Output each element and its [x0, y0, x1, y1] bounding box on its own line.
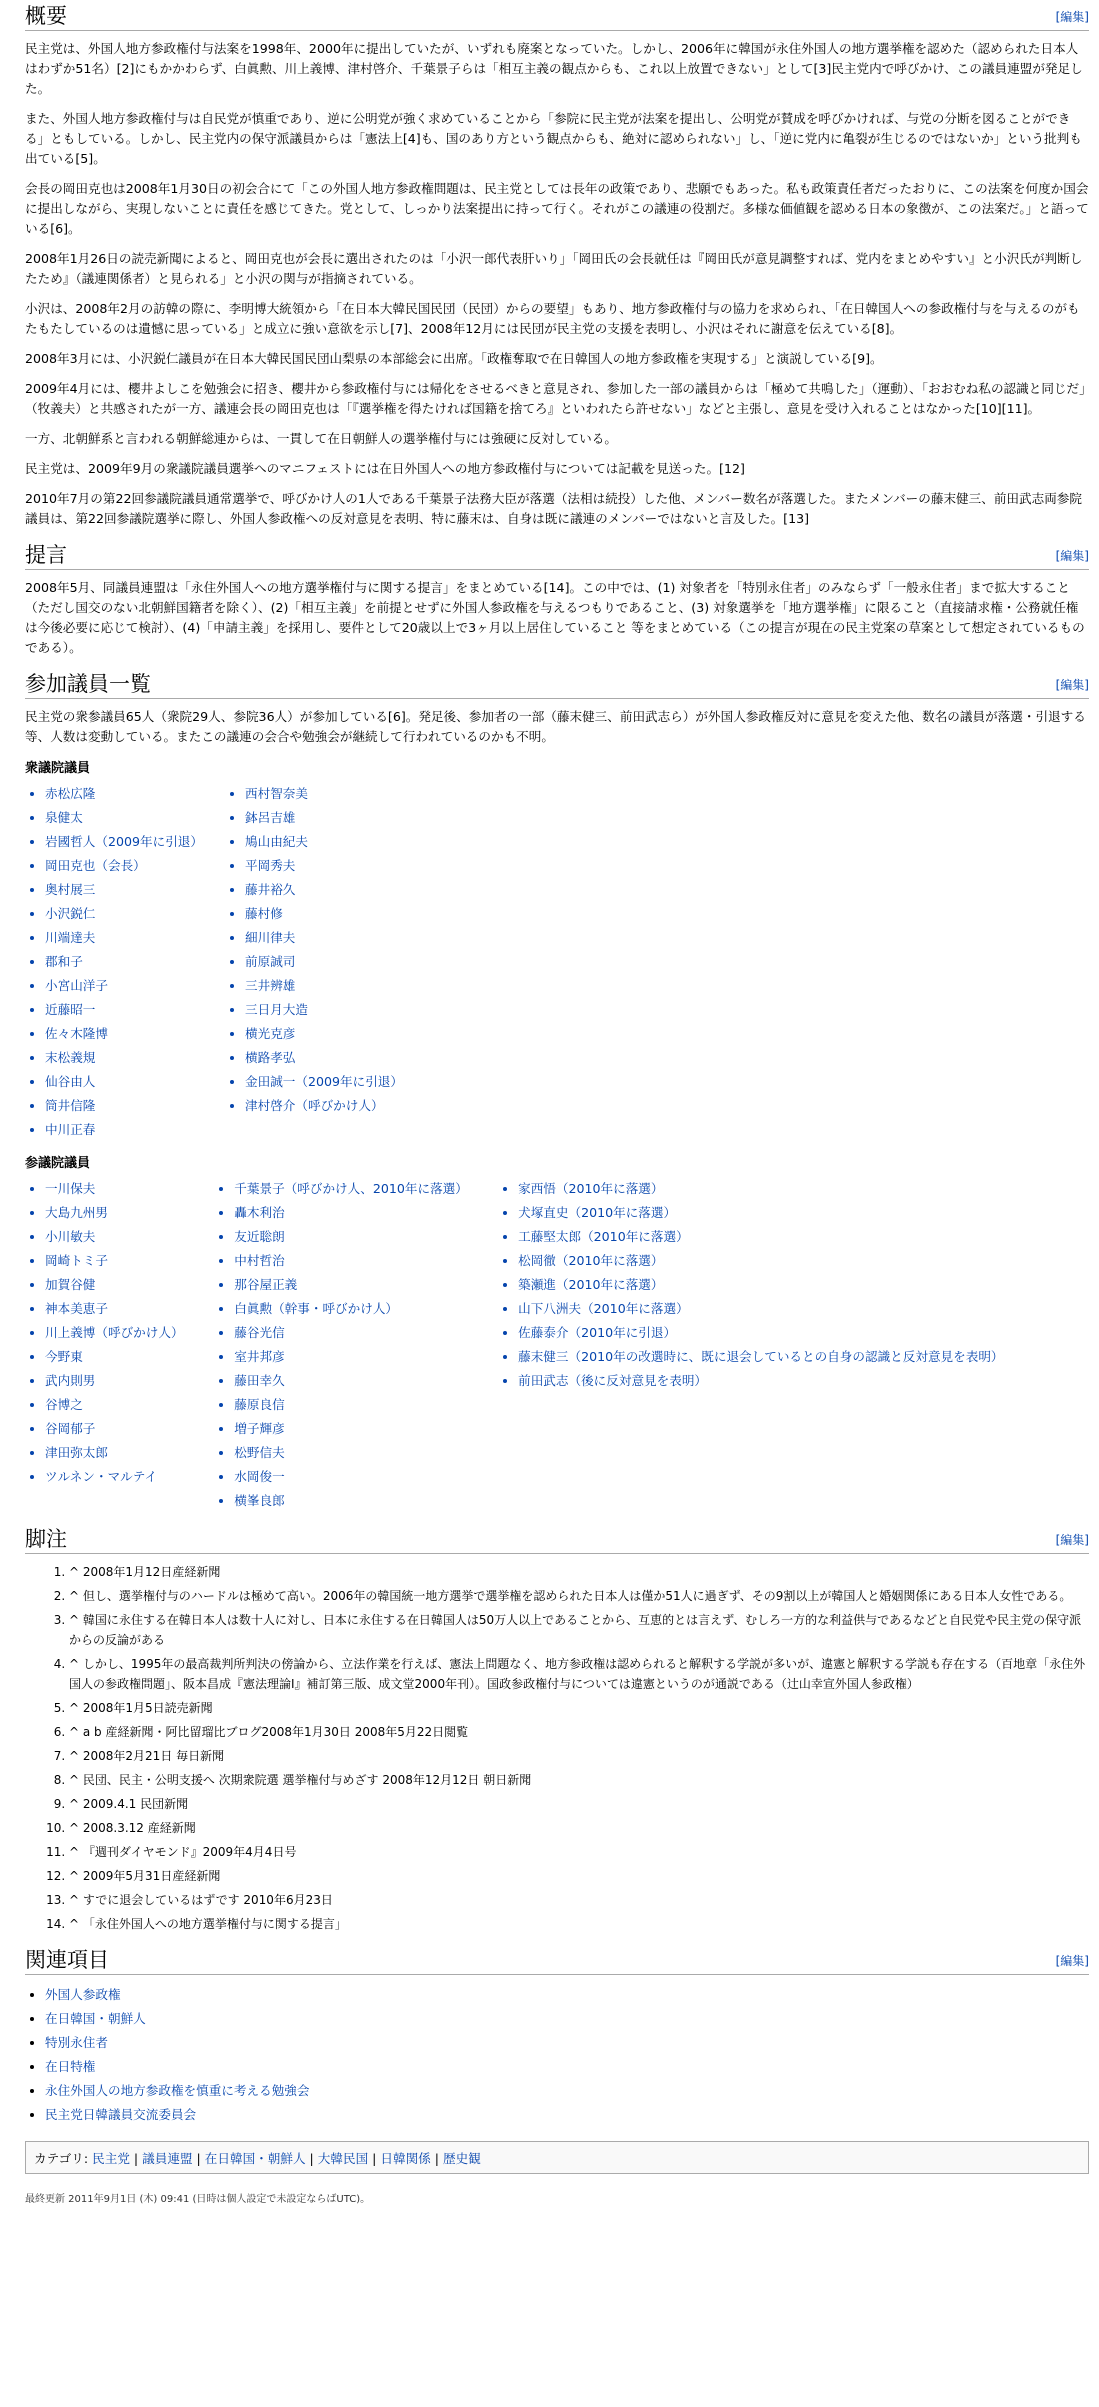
list-item-text[interactable]: 千葉景子（呼びかけ人、2010年に落選）: [234, 1181, 468, 1196]
footnote-item: [69, 1562, 1089, 1582]
list-item-text[interactable]: 武内則男: [45, 1373, 96, 1388]
list-item-text[interactable]: 小川敏夫: [45, 1229, 96, 1244]
list-item: [245, 1046, 545, 1070]
list-item: [234, 1345, 498, 1369]
list-item-text[interactable]: 那谷屋正義: [234, 1277, 298, 1292]
list-item: [245, 950, 545, 974]
list-item-text[interactable]: 永住外国人の地方参政権を慎重に考える勉強会: [45, 2083, 310, 2098]
list-item-text: ^ すでに退会しているはずです 2010年6月23日: [69, 1893, 333, 1907]
list-item-text: ^ 民団、民主・公明支援へ 次期衆院選 選挙権付与めざす 2008年12月12日 朝日新聞: [69, 1773, 532, 1787]
list-item: [45, 974, 225, 998]
list-item-text[interactable]: 細川律夫: [245, 930, 296, 945]
footnote-item: [69, 1866, 1089, 1886]
list-item-text[interactable]: 西村智奈美: [245, 786, 308, 801]
list-item-text[interactable]: 民主党日韓議員交流委員会: [45, 2107, 197, 2122]
paragraph: 民主党は、2009年9月の衆議院議員選挙へのマニフェストには在日外国人への地方参政権付与については記載を見送った。[12]: [25, 461, 745, 476]
footnote-item: [69, 1698, 1089, 1718]
list-item-text: ^ a b 産経新聞・阿比留瑠比ブログ2008年1月30日 2008年5月22日閲覧: [69, 1725, 469, 1739]
list-item-text[interactable]: 外国人参政権: [45, 1987, 121, 2002]
list-item: [45, 1046, 225, 1070]
edit-link[interactable]: [編集]: [1055, 10, 1089, 24]
list-item: [518, 1297, 1089, 1321]
list-item: [245, 830, 545, 854]
edit-link[interactable]: [編集]: [1055, 1954, 1089, 1968]
member-column: [498, 1177, 1089, 1513]
list-item: [45, 1094, 225, 1118]
footnote-item: [69, 1842, 1089, 1862]
list-item: [45, 806, 225, 830]
list-item: [245, 1094, 545, 1118]
section-title: 関連項目: [25, 1948, 109, 1972]
category-link[interactable]: 在日韓国・朝鮮人: [204, 2151, 306, 2166]
list-item: [245, 806, 545, 830]
list-item-text: ^ 2008年2月21日 毎日新聞: [69, 1749, 225, 1763]
list-item: [45, 2103, 1089, 2127]
list-item-text[interactable]: 佐藤泰介（2010年に引退）: [518, 1325, 677, 1340]
list-item: [45, 1441, 214, 1465]
footnote-item: [69, 1770, 1089, 1790]
paragraph: 2009年4月には、櫻井よしこを勉強会に招き、櫻井から参政権付与には帰化をさせるべきと意見され、参加した一部の議員からは「極めて共鳴した」（運動）、「おおむね私の認識と同じだ」（牧義夫）と共感されたが一方、議連会長の岡田克也は「『選挙権を得たければ国籍を捨てろ』といわれたら許せない」などと主張し、意見を受け入れることはなかった[10][11]。: [25, 381, 1086, 416]
list-item: [45, 1465, 214, 1489]
list-item-text[interactable]: 家西悟（2010年に落選）: [518, 1181, 664, 1196]
list-item: [45, 950, 225, 974]
list-item-text[interactable]: 近藤昭一: [45, 1002, 96, 1017]
house-reps-title: 衆議院議員: [25, 761, 91, 776]
section-heading-overview: [25, 0, 1089, 31]
footnote-item: [69, 1654, 1089, 1694]
list-item-text[interactable]: 仙谷由人: [45, 1074, 96, 1089]
footnote-item: [69, 1890, 1089, 1910]
list-item-text[interactable]: 神本美恵子: [45, 1301, 108, 1316]
list-item-text[interactable]: 谷博之: [45, 1397, 83, 1412]
footnote-item: [69, 1794, 1089, 1814]
footnote-item: [69, 1914, 1089, 1934]
list-item-text[interactable]: 工藤堅太郎（2010年に落選）: [518, 1229, 689, 1244]
list-item: [45, 902, 225, 926]
section-title: 提言: [25, 543, 67, 567]
list-item: [234, 1273, 498, 1297]
list-item-text[interactable]: ツルネン・マルテイ: [45, 1469, 158, 1484]
list-item: [518, 1249, 1089, 1273]
list-item-text[interactable]: 築瀬進（2010年に落選）: [518, 1277, 664, 1292]
list-item-text[interactable]: 横路孝弘: [245, 1050, 296, 1065]
footnote-item: [69, 1722, 1089, 1742]
list-item-text[interactable]: 小宮山洋子: [45, 978, 108, 993]
list-item-text[interactable]: 岡田克也（会長）: [45, 858, 146, 873]
category-label: カテゴリ:: [34, 2151, 93, 2166]
overview-paragraphs: [25, 39, 1089, 529]
category-separator: |: [196, 2151, 201, 2166]
house-reps-list: [25, 782, 1089, 1142]
list-item: [234, 1417, 498, 1441]
list-item-text[interactable]: 小沢鋭仁: [45, 906, 96, 921]
list-item-text: ^ 『週刊ダイヤモンド』2009年4月4日号: [69, 1845, 297, 1859]
section-heading-proposal: [25, 539, 1089, 570]
list-item: [45, 1393, 214, 1417]
related-list: [25, 1983, 1089, 2127]
member-column: [214, 1177, 498, 1513]
list-item: [45, 2055, 1089, 2079]
edit-link[interactable]: [編集]: [1055, 678, 1089, 692]
list-item-text[interactable]: 藤原良信: [234, 1397, 285, 1412]
list-item: [245, 902, 545, 926]
list-item-text[interactable]: 白眞勲（幹事・呼びかけ人）: [234, 1301, 399, 1316]
list-item-text: ^ 2009.4.1 民団新聞: [69, 1797, 189, 1811]
list-item-text[interactable]: 特別永住者: [45, 2035, 108, 2050]
list-item: [45, 1369, 214, 1393]
category-separator: |: [372, 2151, 377, 2166]
list-item-text[interactable]: 今野東: [45, 1349, 83, 1364]
member-column: [25, 1177, 214, 1513]
list-item-text[interactable]: 増子輝彦: [234, 1421, 285, 1436]
list-item: [518, 1201, 1089, 1225]
list-item: [245, 998, 545, 1022]
list-item: [518, 1177, 1089, 1201]
list-item: [245, 782, 545, 806]
list-item: [45, 1321, 214, 1345]
list-item: [518, 1321, 1089, 1345]
list-item-text: ^ 但し、選挙権付与のハードルは極めて高い。2006年の韓国統一地方選挙で選挙権を認められた日本人は僅か51人に過ぎず、その9割以上が韓国人と婚姻関係にある日本人女性である。: [69, 1589, 1072, 1603]
list-item-text[interactable]: 郡和子: [45, 954, 83, 969]
category-separator: |: [133, 2151, 139, 2166]
list-item-text: ^ しかし、1995年の最高裁判所判決の傍論から、立法作業を行えば、憲法上問題なく、地方参政権は認められると解釈する学説が多いが、違憲と解釈する学説も存在する（百地章「永住外国人の参政権問題」、阪本昌成『憲法理論Ⅰ』補訂第三版、成文堂2000年刊）。国政参政権付与については違憲というのが通説である（辻山幸宣外国人参政権）: [69, 1657, 1086, 1691]
list-item-text: ^ 2008年1月12日産経新聞: [69, 1565, 221, 1579]
section-heading-members: [25, 668, 1089, 699]
list-item: [45, 998, 225, 1022]
category-link[interactable]: 歴史観: [443, 2151, 481, 2166]
edit-link[interactable]: [編集]: [1055, 1533, 1089, 1547]
list-item-text[interactable]: 友近聡朗: [234, 1229, 285, 1244]
list-item-text[interactable]: 轟木利治: [234, 1205, 285, 1220]
list-item-text[interactable]: 川上義博（呼びかけ人）: [45, 1325, 184, 1340]
list-item-text[interactable]: 金田誠一（2009年に引退）: [245, 1074, 403, 1089]
list-item-text[interactable]: 三井辨雄: [245, 978, 296, 993]
list-item-text[interactable]: 平岡秀夫: [245, 858, 296, 873]
list-item: [234, 1321, 498, 1345]
paragraph: 会長の岡田克也は2008年1月30日の初会合にて「この外国人地方参政権問題は、民主党としては長年の政策であり、悲願でもあった。私も政策責任者だったおりに、この法案を何度か国会に提出しながら、実現しないことに責任を感じてきた。党として、しっかり法案提出に持って行く。それがこの議連の役割だ。多様な価値観を認める日本の象徴が、この法案だ。」と語っている[6]。: [25, 181, 1089, 236]
list-item: [234, 1441, 498, 1465]
list-item-text[interactable]: 藤井裕久: [245, 882, 296, 897]
list-item-text[interactable]: 山下八洲夫（2010年に落選）: [518, 1301, 689, 1316]
category-link[interactable]: 民主党: [92, 2151, 130, 2166]
list-item: [45, 1225, 214, 1249]
list-item: [45, 2031, 1089, 2055]
list-item: [45, 1345, 214, 1369]
list-item-text[interactable]: 谷岡郁子: [45, 1421, 96, 1436]
list-item-text[interactable]: 三日月大造: [245, 1002, 308, 1017]
list-item-text[interactable]: 横峯良郎: [234, 1493, 285, 1508]
list-item: [45, 1070, 225, 1094]
list-item: [45, 1273, 214, 1297]
list-item-text: ^ 2008.3.12 産経新聞: [69, 1821, 196, 1835]
list-item: [234, 1225, 498, 1249]
category-links: [92, 2151, 481, 2166]
section-heading-related: [25, 1944, 1089, 1975]
members-intro: 民主党の衆参議員65人（衆院29人、参院36人）が参加している[6]。発足後、参加者の一部（藤末健三、前田武志ら）が外国人参政権反対に意見を変えた他、数名の議員が落選・引退する等、人数は変動している。またこの議連の会合や勉強会が継続して行われているのかも不明。: [25, 709, 1086, 744]
list-item: [45, 1022, 225, 1046]
list-item-text[interactable]: 奥村展三: [45, 882, 96, 897]
list-item-text[interactable]: 中村哲治: [234, 1253, 285, 1268]
paragraph: 2010年7月の第22回参議院議員通常選挙で、呼びかけ人の1人である千葉景子法務大臣が落選（法相は続投）した他、メンバー数名が落選した。またメンバーの藤末健三、前田武志両参院議員は、第22回参議院選挙に際し、外国人参政権への反対意見を表明、特に藤末は、自身は既に議連のメンバーではないと言及した。[13]: [25, 491, 1082, 526]
list-item-text: ^ 「永住外国人への地方選挙権付与に関する提言」: [69, 1917, 347, 1931]
list-item-text: ^ 2008年1月5日読売新聞: [69, 1701, 213, 1715]
list-item-text[interactable]: 中川正春: [45, 1122, 96, 1137]
list-item-text[interactable]: 藤村修: [245, 906, 283, 921]
paragraph: また、外国人地方参政権付与は自民党が慎重であり、逆に公明党が強く求めていることから「参院に民主党が法案を提出し、公明党が賛成を呼びかければ、与党の分断を図ることができる」ともしている。しかし、民主党内の保守派議員からは「憲法上[4]も、国のあり方という観点からも、絶対に認められない」し、「逆に党内に亀裂が生じるのではないか」という批判も出ている[5]。: [25, 111, 1082, 166]
list-item: [245, 1022, 545, 1046]
list-item: [234, 1177, 498, 1201]
paragraph: 2008年3月には、小沢鋭仁議員が在日本大韓民国民団山梨県の本部総会に出席。「政権奪取で在日韓国人の地方参政権を実現する」と演説している[9]。: [25, 351, 883, 366]
category-link[interactable]: 議員連盟: [142, 2151, 193, 2166]
section-title: 脚注: [25, 1527, 67, 1551]
category-link[interactable]: 日韓関係: [380, 2151, 431, 2166]
list-item-text[interactable]: 藤末健三（2010年の改選時に、既に退会しているとの自身の認識と反対意見を表明）: [518, 1349, 1004, 1364]
footnotes-list: [25, 1562, 1089, 1934]
category-separator: |: [434, 2151, 440, 2166]
list-item: [518, 1273, 1089, 1297]
list-item-text: ^ 2009年5月31日産経新聞: [69, 1869, 221, 1883]
list-item-text[interactable]: 松野信夫: [234, 1445, 285, 1460]
list-item-text[interactable]: 末松義規: [45, 1050, 96, 1065]
category-box: [25, 2141, 1089, 2174]
list-item: [45, 830, 225, 854]
list-item: [234, 1297, 498, 1321]
list-item: [45, 782, 225, 806]
list-item: [45, 878, 225, 902]
list-item: [45, 2079, 1089, 2103]
list-item: [45, 1201, 214, 1225]
list-item-text[interactable]: 藤谷光信: [234, 1325, 285, 1340]
list-item: [245, 974, 545, 998]
list-item: [45, 1417, 214, 1441]
list-item-text[interactable]: 前田武志（後に反対意見を表明）: [518, 1373, 707, 1388]
paragraph: 小沢は、2008年2月の訪韓の際に、李明博大統領から「在日本大韓民国民団（民団）からの要望」もあり、地方参政権付与の協力を求められ、「在日韓国人への参政権付与を与えるのがもたもたしているのは遺憾に思っている」と成立に強い意欲を示し[7]、2008年12月には民団が民主党の支援を表明し、小沢はそれに謝意を伝えている[8]。: [25, 301, 1080, 336]
house-cou-list: [25, 1177, 1089, 1513]
list-item-text: ^ 韓国に永住する在韓日本人は数十人に対し、日本に永住する在日韓国人は50万人以上であることから、互恵的とは言えず、むしろ一方的な利益供与であるなどと自民党や民主党の保守派からの反論がある: [69, 1613, 1082, 1647]
footnote-item: [69, 1610, 1089, 1650]
list-item: [234, 1465, 498, 1489]
list-item: [234, 1489, 498, 1513]
list-item: [234, 1249, 498, 1273]
list-item: [45, 2007, 1089, 2031]
list-item-text[interactable]: 佐々木隆博: [45, 1026, 108, 1041]
list-item-text[interactable]: 鳩山由紀夫: [245, 834, 308, 849]
list-item-text[interactable]: 藤田幸久: [234, 1373, 285, 1388]
last-modified: 最終更新 2011年9月1日 (木) 09:41 (日時は個人設定で未設定ならばUTC)。: [25, 2194, 371, 2205]
section-title: 概要: [25, 4, 67, 28]
list-item-text[interactable]: 大島九州男: [45, 1205, 108, 1220]
list-item-text[interactable]: 津田弥太郎: [45, 1445, 108, 1460]
list-item-text[interactable]: 筒井信隆: [45, 1098, 96, 1113]
edit-link[interactable]: [編集]: [1055, 549, 1089, 563]
list-item-text[interactable]: 加賀谷健: [45, 1277, 96, 1292]
house-cou-title: 参議院議員: [25, 1156, 91, 1171]
section-title: 参加議員一覧: [25, 672, 151, 696]
member-column: [225, 782, 545, 1142]
paragraph: 一方、北朝鮮系と言われる朝鮮総連からは、一貫して在日朝鮮人の選挙権付与には強硬に反対している。: [25, 431, 617, 446]
list-item: [45, 1297, 214, 1321]
list-item: [234, 1393, 498, 1417]
list-item-text[interactable]: 一川保夫: [45, 1181, 96, 1196]
list-item-text[interactable]: 犬塚直史（2010年に落選）: [518, 1205, 677, 1220]
list-item: [234, 1201, 498, 1225]
list-item-text[interactable]: 津村啓介（呼びかけ人）: [245, 1098, 384, 1113]
list-item-text[interactable]: 川端達夫: [45, 930, 96, 945]
list-item: [45, 1983, 1089, 2007]
member-column: [25, 782, 225, 1142]
footnote-item: [69, 1586, 1089, 1606]
list-item: [518, 1345, 1089, 1369]
list-item-text[interactable]: 在日特権: [45, 2059, 96, 2074]
proposal-paragraph: 2008年5月、同議員連盟は「永住外国人への地方選挙権付与に関する提言」をまとめている[14]。この中では、(1) 対象者を「特別永住者」のみならず「一般永住者」まで拡大すること（ただし国交のない北朝鮮国籍者を除く）、(2)「相互主義」を前提とせずに外国人参政権を与えるつもりであること、(3) 対象選挙を「地方選挙権」に限ること（直接請求権・公務就任権は今後必要に応じて検討）、(4)「申請主義」を採用し、要件として20歳以上で3ヶ月以上居住していること 等をまとめている（この提言が現在の民主党案の草案として想定されているものである）。: [25, 580, 1085, 655]
list-item-text[interactable]: 岩國哲人（2009年に引退）: [45, 834, 203, 849]
list-item: [245, 878, 545, 902]
list-item: [518, 1369, 1089, 1393]
list-item-text[interactable]: 鉢呂吉雄: [245, 810, 296, 825]
category-link[interactable]: 大韓民国: [317, 2151, 369, 2166]
paragraph: 民主党は、外国人地方参政権付与法案を1998年、2000年に提出していたが、いずれも廃案となっていた。しかし、2006年に韓国が永住外国人の地方選挙権を認めた（認められた日本人はわずか51名）[2]にもかかわらず、白眞勲、川上義博、津村啓介、千葉景子らは「相互主義の観点からも、これ以上放置できない」として[3]民主党内で呼びかけ、この議員連盟が発足した。: [25, 41, 1083, 96]
list-item-text[interactable]: 岡崎トミ子: [45, 1253, 108, 1268]
list-item-text[interactable]: 横光克彦: [245, 1026, 296, 1041]
list-item: [45, 1177, 214, 1201]
list-item: [45, 1118, 225, 1142]
list-item: [45, 854, 225, 878]
list-item: [518, 1225, 1089, 1249]
list-item-text[interactable]: 水岡俊一: [234, 1469, 285, 1484]
footnote-item: [69, 1818, 1089, 1838]
paragraph: 2008年1月26日の読売新聞によると、岡田克也が会長に選出されたのは「小沢一郎代表肝いり」「岡田氏の会長就任は『岡田氏が意見調整すれば、党内をまとめやすい』と小沢氏が判断したため』（議連関係者）と見られる」と小沢の関与が指摘されている。: [25, 251, 1083, 286]
list-item-text[interactable]: 泉健太: [45, 810, 83, 825]
section-heading-notes: [25, 1523, 1089, 1554]
list-item: [234, 1369, 498, 1393]
list-item-text[interactable]: 前原誠司: [245, 954, 296, 969]
list-item-text[interactable]: 在日韓国・朝鮮人: [45, 2011, 146, 2026]
list-item: [45, 926, 225, 950]
list-item: [245, 1070, 545, 1094]
list-item-text[interactable]: 室井邦彦: [234, 1349, 285, 1364]
category-separator: |: [309, 2151, 314, 2166]
list-item-text[interactable]: 赤松広隆: [45, 786, 96, 801]
list-item: [245, 926, 545, 950]
footnote-item: [69, 1746, 1089, 1766]
list-item-text[interactable]: 松岡徹（2010年に落選）: [518, 1253, 664, 1268]
list-item: [45, 1249, 214, 1273]
list-item: [245, 854, 545, 878]
